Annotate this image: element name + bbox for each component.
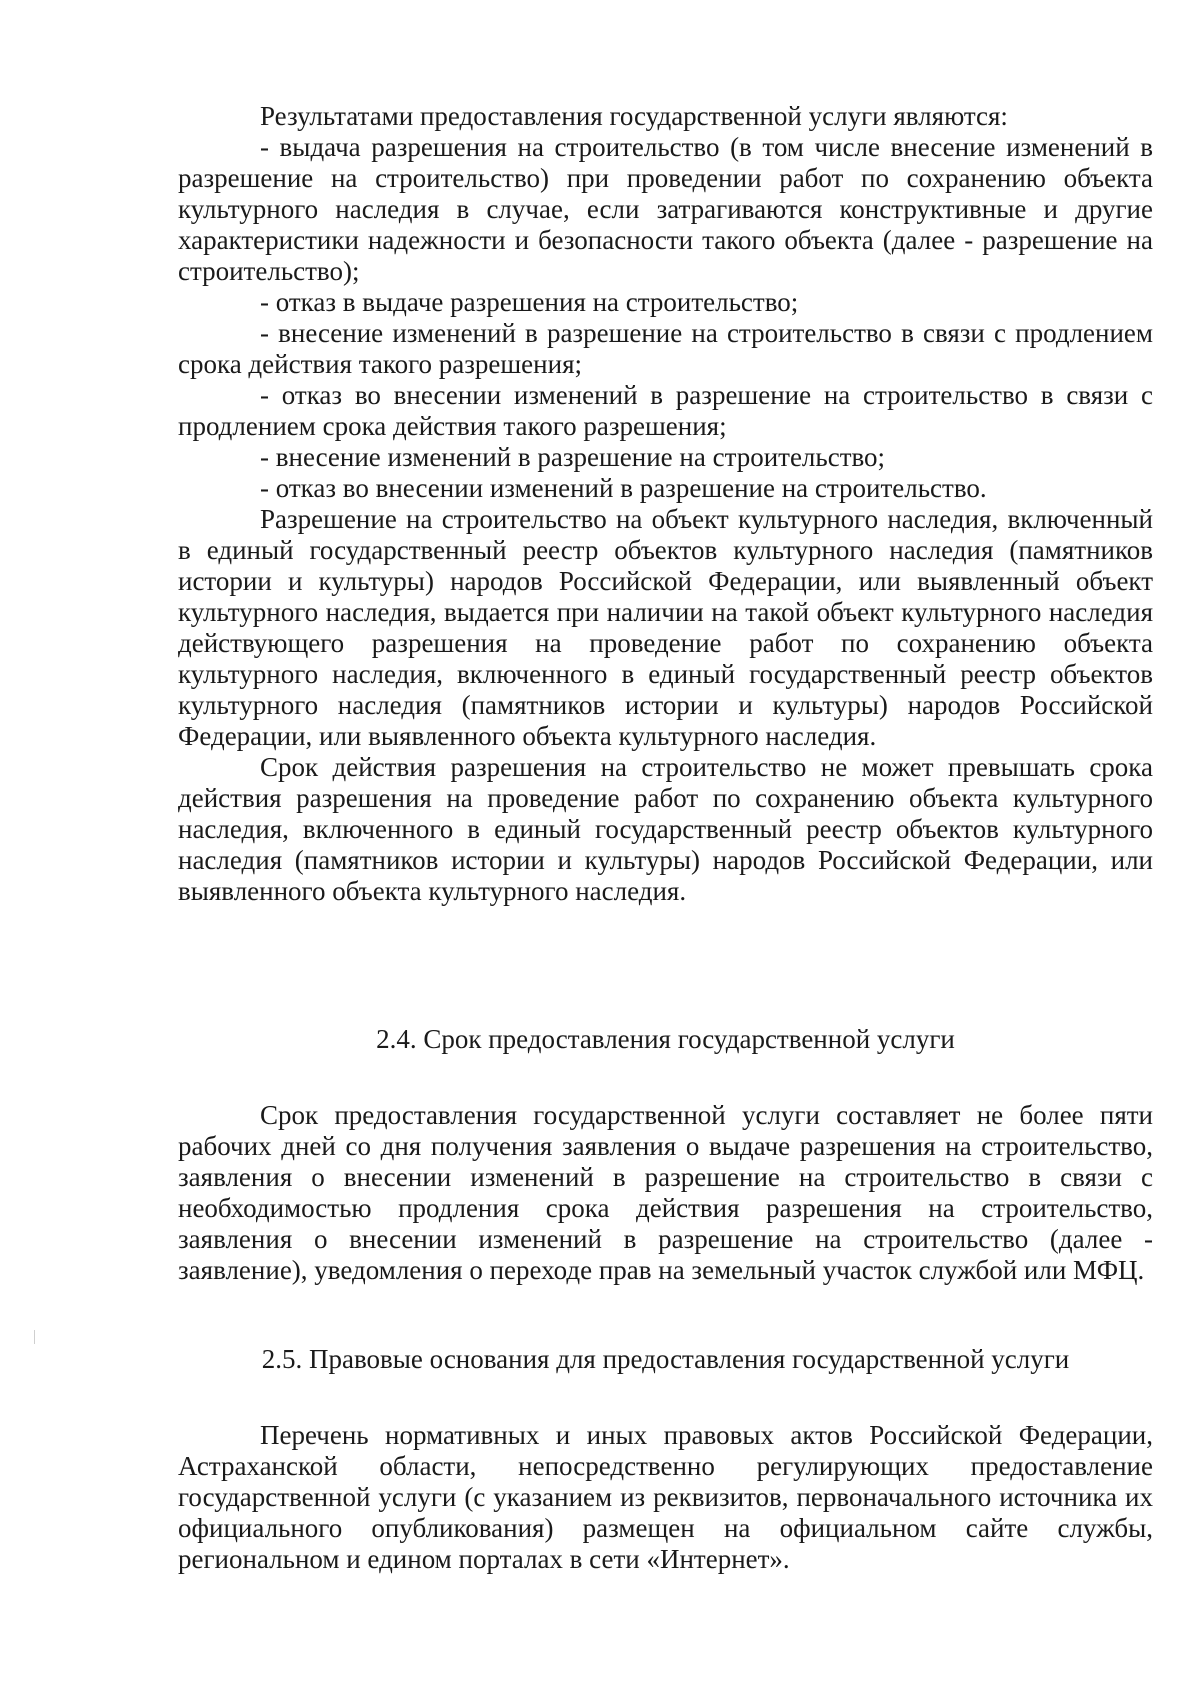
result-item-3: - внесение изменений в разрешение на строительство в связи с продлением срока действия такого разрешения;	[178, 318, 1153, 379]
section-2-4-paragraph: Срок предоставления государственной услуги составляет не более пяти рабочих дней со дня получения заявления о выдаче разрешения на строительство, заявления о внесении изменений в разрешение на строительство в связи с необходимостью продления срока действия разрешения на строительство, заявления о внесении изменений в разрешение на строительство (далее - заявление), уведомления о переходе прав на земельный участок службой или МФЦ.	[178, 1100, 1153, 1285]
margin-mark	[34, 1330, 35, 1344]
result-item-5: - внесение изменений в разрешение на строительство;	[260, 442, 886, 472]
validity-paragraph: Срок действия разрешения на строительство не может превышать срока действия разрешения на проведение работ по сохранению объекта культурного наследия, включенного в единый государственный реестр объектов культурного наследия (памятников истории и культуры) народов Российской Федерации, или выявленного объекта культурного наследия.	[178, 752, 1153, 906]
section-2-4-heading: 2.4. Срок предоставления государственной услуги	[376, 1024, 955, 1054]
section-2-4-block	[178, 1100, 1153, 1286]
results-block	[178, 101, 1153, 907]
results-intro: Результатами предоставления государственной услуги являются:	[260, 101, 1008, 131]
result-item-2: - отказ в выдаче разрешения на строительство;	[260, 287, 799, 317]
result-item-4: - отказ во внесении изменений в разрешение на строительство в связи с продлением срока действия такого разрешения;	[178, 380, 1153, 441]
permit-paragraph: Разрешение на строительство на объект культурного наследия, включенный в единый государственный реестр объектов культурного наследия (памятников истории и культуры) народов Российской Федерации, или выявленный объект культурного наследия, выдается при наличии на такой объект культурного наследия действующего разрешения на проведение работ по сохранению объекта культурного наследия, включенного в единый государственный реестр объектов культурного наследия (памятников истории и культуры) народов Российской Федерации, или выявленного объекта культурного наследия.	[178, 504, 1153, 751]
result-item-6: - отказ во внесении изменений в разрешение на строительство.	[260, 473, 987, 503]
section-2-5-heading: 2.5. Правовые основания для предоставления государственной услуги	[261, 1344, 1070, 1374]
section-2-5-block	[178, 1420, 1153, 1575]
result-item-1: - выдача разрешения на строительство (в том числе внесение изменений в разрешение на строительство) при проведении работ по сохранению объекта культурного наследия в случае, если затрагиваются конструктивные и другие характеристики надежности и безопасности такого объекта (далее - разрешение на строительство);	[178, 132, 1153, 286]
section-2-5-paragraph: Перечень нормативных и иных правовых актов Российской Федерации, Астраханской области, непосредственно регулирующих предоставление государственной услуги (с указанием из реквизитов, первоначального источника их официального опубликования) размещен на официальном сайте службы, региональном и едином порталах в сети «Интернет».	[178, 1420, 1153, 1574]
